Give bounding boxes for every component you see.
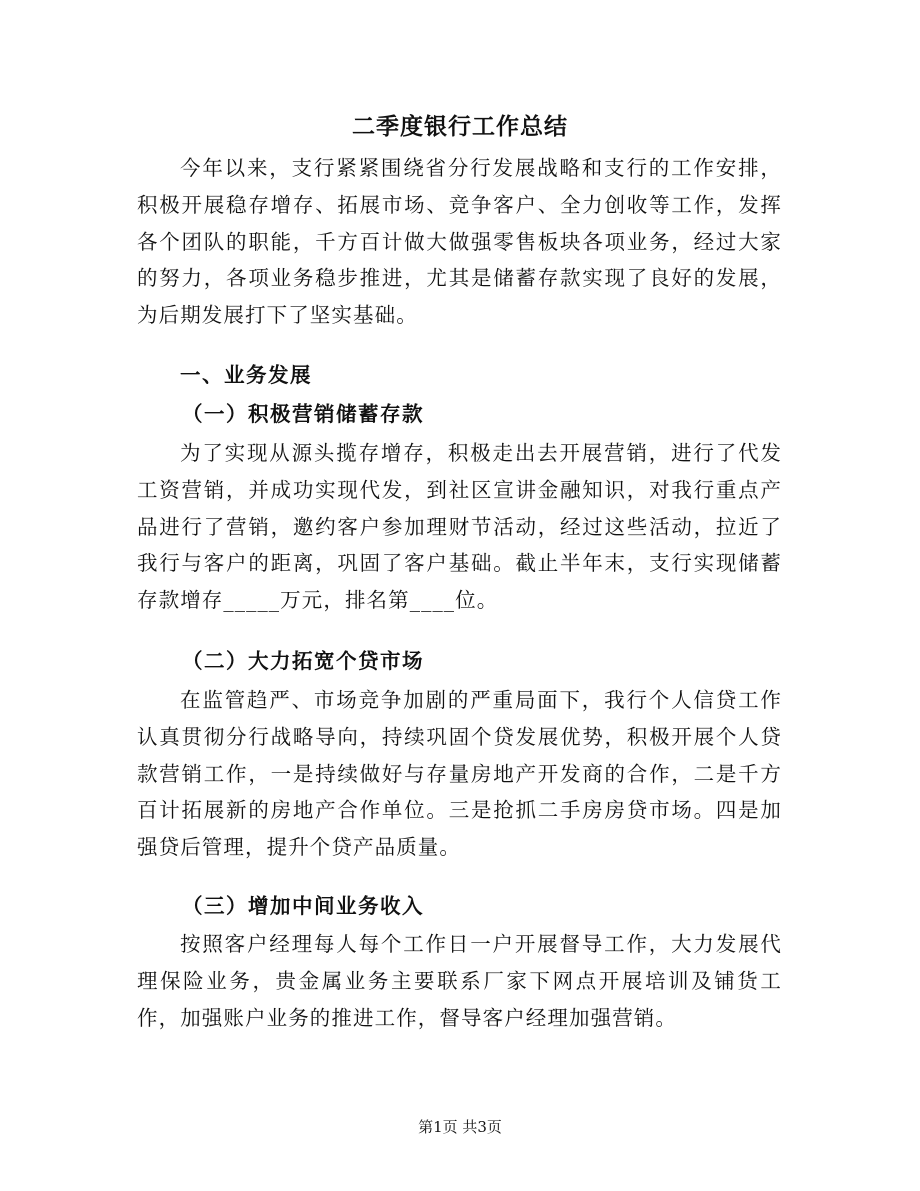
subsection-heading-personal-loans: （二）大力拓宽个贷市场	[182, 649, 424, 673]
intro-paragraph: 今年以来，支行紧紧围绕省分行发展战略和支行的工作安排，积极开展稳存增存、拓展市场、竞争客户、全力创收等工作，发挥各个团队的职能，千方百计做大做强零售板块各项业务，经过大家的努力，各项业务稳步推进，尤其是储蓄存款实现了良好的发展，为后期发展打下了坚实基础。	[137, 156, 782, 328]
document-title: 二季度银行工作总结	[352, 113, 568, 140]
intermediary-income-paragraph: 按照客户经理每人每个工作日一户开展督导工作，大力发展代理保险业务，贵金属业务主要联系厂家下网点开展培训及铺货工作，加强账户业务的推进工作，督导客户经理加强营销。	[137, 932, 782, 1030]
subsection-heading-intermediary-income: （三）增加中间业务收入	[182, 894, 424, 918]
section-heading-business-development: 一、业务发展	[180, 363, 312, 387]
subsection-heading-savings-deposits: （一）积极营销储蓄存款	[182, 402, 424, 426]
page-indicator: 第1页 共3页	[418, 1118, 502, 1136]
personal-loans-paragraph: 在监管趋严、市场竞争加剧的严重局面下，我行个人信贷工作认真贯彻分行战略导向，持续巩固个贷发展优势，积极开展个人贷款营销工作，一是持续做好与存量房地产开发商的合作，二是千方百计拓展新的房地产合作单位。三是抢抓二手房房贷市场。四是加强贷后管理，提升个贷产品质量。	[137, 688, 782, 860]
savings-deposits-paragraph: 为了实现从源头揽存增存，积极走出去开展营销，进行了代发工资营销，并成功实现代发，到社区宣讲金融知识，对我行重点产品进行了营销，邀约客户参加理财节活动，经过这些活动，拉近了我行与客户的距离，巩固了客户基础。截止半年末，支行实现储蓄存款增存_____万元，排名第____位。	[137, 441, 782, 613]
